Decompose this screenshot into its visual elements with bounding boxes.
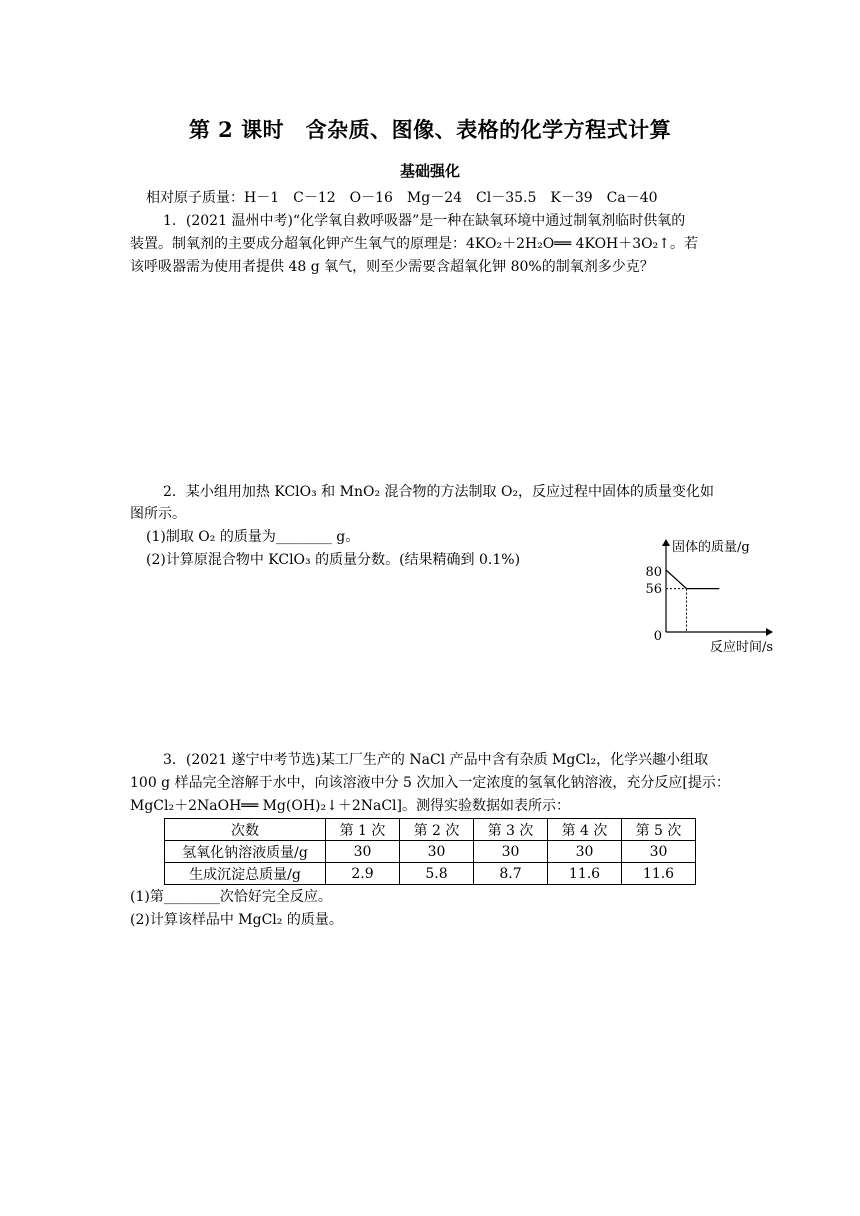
mass-series-line [666, 570, 719, 589]
table-cell: 30 [326, 841, 400, 863]
table-cell: 氢氧化钠溶液质量/g [165, 841, 326, 863]
experiment-data-table [164, 818, 696, 885]
q2-line1: 2．某小组用加热 KClO₃ 和 MnO₂ 混合物的方法制取 O₂，反应过程中固体的质量变化如 [163, 484, 715, 500]
table-cell: 11.6 [548, 863, 622, 885]
q3-line2: 100 g 样品完全溶解于水中，向该溶液中分 5 次加入一定浓度的氢氧化钠溶液，充分反应[提示： [130, 775, 730, 791]
table-header-cell: 第 2 次 [400, 819, 474, 841]
q1-line3: 该呼吸器需为使用者提供 48 g 氧气，则至少需要含超氧化钾 80%的制氧剂多少克？ [130, 259, 654, 275]
table-header-cell: 次数 [165, 819, 326, 841]
page-title: 第 2 课时 含杂质、图像、表格的化学方程式计算 [188, 117, 672, 142]
table-cell: 30 [400, 841, 474, 863]
table-cell: 30 [474, 841, 548, 863]
q3-line1: 3．(2021 遂宁中考节选)某工厂生产的 NaCl 产品中含有杂质 MgCl₂，化学兴趣小组取 [163, 752, 709, 768]
q1-line1: 1．(2021 温州中考)“化学氧自救呼吸器”是一种在缺氧环境中通过制氧剂临时供氧的 [163, 213, 686, 229]
section-heading: 基础强化 [399, 162, 460, 180]
y-tick-label-80: 80 [645, 565, 662, 580]
y-axis-label: 固体的质量/g [672, 540, 750, 555]
mass-time-chart [640, 532, 790, 657]
q2-sub1: (1)制取 O₂ 的质量为________ g。 [146, 529, 360, 545]
y-tick-label-56: 56 [645, 582, 662, 597]
table-cell: 5.8 [400, 863, 474, 885]
table-row [165, 841, 696, 863]
y-tick-label-0: 0 [653, 629, 662, 644]
table-cell: 11.6 [622, 863, 696, 885]
atomic-masses: 相对原子质量：H－1 C－12 O－16 Mg－24 Cl－35.5 K－39 Ca－40 [146, 190, 658, 206]
table-cell: 生成沉淀总质量/g [165, 863, 326, 885]
table-header-cell: 第 4 次 [548, 819, 622, 841]
q2-line2: 图所示。 [130, 506, 186, 522]
q3-line3: MgCl₂＋2NaOH══ Mg(OH)₂↓＋2NaCl]。测得实验数据如表所示： [130, 798, 571, 814]
table-header-cell: 第 1 次 [326, 819, 400, 841]
table-row [165, 863, 696, 885]
q1-line2: 装置。制氧剂的主要成分超氧化钾产生氧气的原理是：4KO₂＋2H₂O══ 4KOH＋3O₂↑。若 [130, 236, 698, 252]
x-axis-label: 反应时间/s [710, 640, 774, 655]
table-cell: 8.7 [474, 863, 548, 885]
q2-sub2: (2)计算原混合物中 KClO₃ 的质量分数。(结果精确到 0.1%) [146, 552, 521, 568]
q3-sub1: (1)第________次恰好完全反应。 [130, 889, 332, 905]
table-header-row [165, 819, 696, 841]
table-cell: 30 [622, 841, 696, 863]
table-cell: 30 [548, 841, 622, 863]
table-header-cell: 第 3 次 [474, 819, 548, 841]
table-cell: 2.9 [326, 863, 400, 885]
q3-sub2: (2)计算该样品中 MgCl₂ 的质量。 [130, 912, 343, 928]
table-header-cell: 第 5 次 [622, 819, 696, 841]
